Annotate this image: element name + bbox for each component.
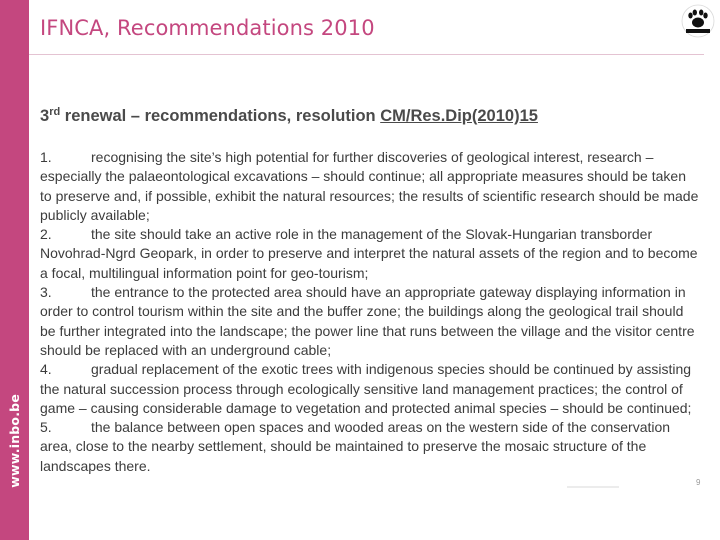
item-number: 2. bbox=[40, 226, 52, 243]
item-number: 4. bbox=[40, 361, 52, 378]
subtitle bbox=[40, 106, 538, 126]
item-text: recognising the site’s high potential for further discoveries of geological interest, research – especially the palaeontological excavations – should continue; all appropriate measures should be taken to preserve and, if possible, exhibit the natural resources; the results of scientific research should be made publicly available; bbox=[40, 149, 699, 223]
item-text: the site should take an active role in the management of the Slovak-Hungarian transborder Novohrad-Ngrd Geopark, in order to preserve and interpret the natural assets of the region and to become a focal, multilingual information point for geo-tourism; bbox=[40, 226, 698, 281]
item-number: 3. bbox=[40, 284, 52, 301]
item-number: 5. bbox=[40, 419, 52, 436]
item-number: 1. bbox=[40, 149, 52, 165]
subtitle-superscript: rd bbox=[49, 106, 61, 118]
list-item bbox=[40, 225, 700, 283]
page-number: 9 bbox=[696, 478, 701, 487]
item-text: the balance between open spaces and wooded areas on the western side of the conservation area, close to the nearby settlement, should be maintained to preserve the mosaic structure of the landscapes there. bbox=[40, 419, 671, 474]
page-title: IFNCA, Recommendations 2010 bbox=[40, 16, 375, 40]
sidebar-url-container bbox=[0, 0, 29, 540]
item-text: the entrance to the protected area should have an appropriate gateway displaying information in order to control tourism within the site and the buffer zone; the buildings along the geological trail should be further integrated into the landscape; the power line that runs between the village and the visitor centre should be replaced with an underground cable; bbox=[40, 284, 695, 358]
list-item bbox=[40, 283, 700, 360]
item-text: gradual replacement of the exotic trees with indigenous species should be continued by assisting the natural succession process through ecologically sensitive land management practices; the control of game – causing considerable damage to vegetation and protected animal species – should be continued; bbox=[40, 361, 692, 416]
list-item bbox=[40, 360, 700, 418]
footer-bar bbox=[567, 486, 619, 488]
subtitle-ordinal: 3 bbox=[40, 107, 50, 125]
list-item bbox=[40, 148, 700, 225]
resolution-link[interactable]: CM/Res.Dip(2010)15 bbox=[380, 107, 538, 125]
sidebar-url: www.inbo.be bbox=[7, 394, 22, 488]
subtitle-text: renewal – recommendations, resolution bbox=[60, 107, 381, 125]
paw-logo-icon bbox=[680, 3, 716, 39]
title-divider bbox=[29, 54, 704, 55]
list-item bbox=[40, 418, 700, 476]
recommendations-list bbox=[40, 148, 700, 476]
